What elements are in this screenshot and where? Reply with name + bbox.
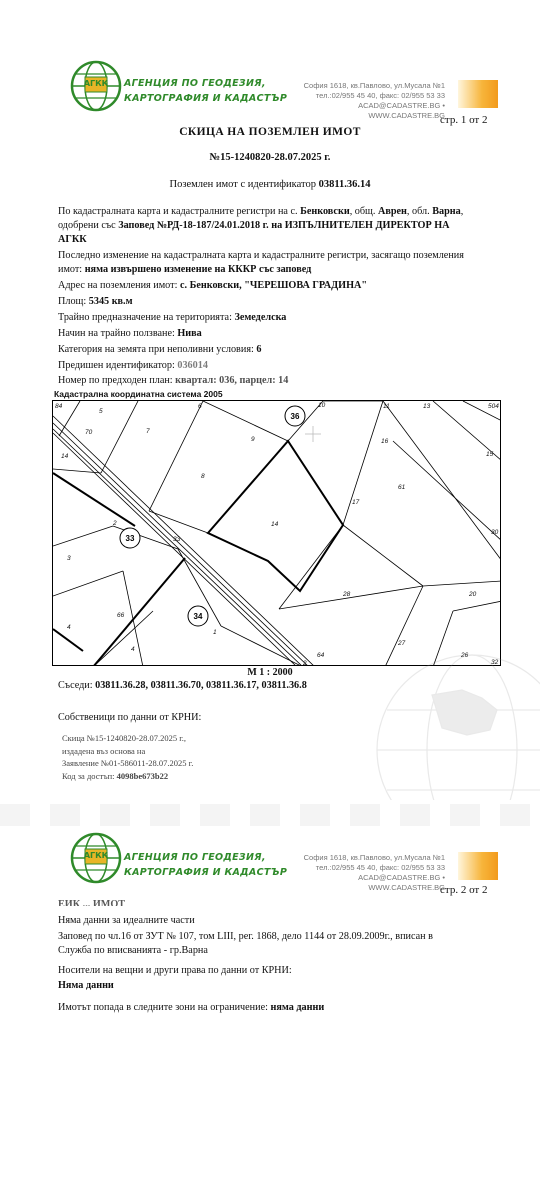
svg-text:20: 20 <box>469 591 477 598</box>
svg-text:26: 26 <box>461 652 469 659</box>
map-sheet-36: 36 <box>290 412 300 421</box>
region: Варна <box>432 206 461 217</box>
page-separator <box>0 804 540 826</box>
previous-plan-label: Номер по предходен план: <box>58 375 173 386</box>
previous-id-label: Предишен идентификатор: <box>58 360 175 371</box>
document-title: СКИЦА НА ПОЗЕМЛЕН ИМОТ <box>179 126 361 138</box>
agency-name-line2: КАРТОГРАФИЯ И КАДАСТЪР <box>124 867 288 878</box>
agency-address: София 1618, кв.Павлово, ул.Мусала №1 <box>303 81 445 90</box>
svg-text:2: 2 <box>303 660 307 666</box>
village: Бенковски <box>300 206 350 217</box>
svg-text:30: 30 <box>491 529 499 536</box>
agency-name-line2: КАРТОГРАФИЯ И КАДАСТЪР <box>124 93 288 104</box>
cadastral-map <box>52 400 501 666</box>
page-number: стр. 1 от 2 <box>440 114 488 126</box>
text: одобрени със <box>58 220 116 231</box>
agency-name <box>124 76 287 106</box>
area-label: Площ: <box>58 296 87 307</box>
svg-text:15: 15 <box>486 451 494 458</box>
header-orange-bar-page2 <box>458 852 498 880</box>
svg-text:14: 14 <box>61 453 69 460</box>
ideal-parts-line: Няма данни за идеалните части <box>58 915 195 926</box>
document-number: №15-1240820-28.07.2025 г. <box>209 152 331 163</box>
usage-label: Начин на трайно ползване: <box>58 328 175 339</box>
purpose-line <box>58 311 498 325</box>
svg-text:4: 4 <box>131 646 135 653</box>
holders-value-text: Няма данни <box>58 980 114 991</box>
svg-text:66: 66 <box>117 612 125 619</box>
agency-phone: тел.:02/955 45 40, факс: 02/955 53 33 <box>315 91 445 100</box>
svg-text:17: 17 <box>352 499 360 506</box>
previous-plan-value: квартал: 036, парцел: 14 <box>175 375 289 386</box>
agency-logo-page2 <box>70 832 122 884</box>
agency-contacts-page2 <box>280 853 445 893</box>
svg-text:9: 9 <box>251 436 255 443</box>
logo-letters: АГКК <box>83 79 109 88</box>
area-line <box>58 295 498 309</box>
category-line <box>58 343 498 357</box>
holders-value <box>58 979 498 993</box>
text: , <box>460 206 464 217</box>
approval-order-line-2 <box>58 233 498 247</box>
identifier-value: 03811.36.14 <box>318 179 371 190</box>
last-change-value-line <box>58 263 498 277</box>
svg-text:8: 8 <box>201 473 205 480</box>
svg-text:70: 70 <box>85 429 93 436</box>
agency-logo <box>70 60 122 112</box>
logo-letters: АГКК <box>83 851 109 860</box>
order-line-1: Заповед по чл.16 от ЗУТ № 107, том LIII, рег. 1868, дело 1144 от 28.09.2009г., вписан в <box>58 931 433 942</box>
address-value: с. Бенковски, "ЧЕРЕШОВА ГРАДИНА" <box>179 280 368 291</box>
svg-text:84: 84 <box>55 403 63 410</box>
svg-text:1: 1 <box>213 629 217 636</box>
watermark-globe-icon <box>372 650 540 805</box>
svg-text:27: 27 <box>398 640 406 647</box>
svg-text:33: 33 <box>173 536 181 543</box>
text: По кадастралната карта и кадастралните регистри на с. <box>58 206 298 217</box>
svg-text:28: 28 <box>343 591 351 598</box>
svg-text:3: 3 <box>67 555 71 562</box>
cut-line: ЕИК ... ИМОТ <box>58 899 126 906</box>
identifier-prefix: Поземлен имот с идентификатор <box>169 179 316 190</box>
municipality: Аврен <box>378 206 407 217</box>
agency-phone: тел.:02/955 45 40, факс: 02/955 53 33 <box>315 863 445 872</box>
svg-text:14: 14 <box>271 521 279 528</box>
address-line <box>58 279 498 293</box>
neighbors-value: 03811.36.28, 03811.36.70, 03811.36.17, 03811.36.8 <box>95 680 307 691</box>
cadastral-map-drawing <box>53 401 501 666</box>
svg-text:7: 7 <box>146 428 150 435</box>
zones-line <box>58 1001 498 1015</box>
approval-order: Заповед №РД-18-187/24.01.2018 г. на ИЗПЪЛНИТЕЛЕН ДИРЕКТОР НА <box>118 220 450 231</box>
agency-name-page2 <box>124 850 287 880</box>
usage-value: Нива <box>177 328 202 339</box>
zones-label: Имотът попада в следните зони на ограничение: <box>58 1002 268 1013</box>
usage-line <box>58 327 498 341</box>
last-change-line: Последно изменение на кадастралната карта и кадастралните регистри, засягащо поземления <box>58 250 464 261</box>
svg-text:13: 13 <box>423 403 431 410</box>
svg-text:6: 6 <box>198 403 202 410</box>
zones-value: няма данни <box>270 1002 325 1013</box>
previous-id-value: 036014 <box>177 360 208 371</box>
map-sheet-33: 33 <box>125 534 135 543</box>
issued-line-1: Скица №15-1240820-28.07.2025 г., <box>62 733 186 743</box>
svg-text:504: 504 <box>488 403 499 410</box>
approval-order-line <box>58 219 498 233</box>
previous-plan-line <box>58 374 498 388</box>
agency-name-line1: АГЕНЦИЯ ПО ГЕОДЕЗИЯ, <box>124 852 266 863</box>
approval-order-cont: АГКК <box>58 234 87 245</box>
map-caption: Кадастрална координатна система 2005 <box>54 389 223 399</box>
previous-id-line <box>58 359 498 373</box>
text: , обл. <box>406 206 430 217</box>
svg-text:5: 5 <box>99 408 103 415</box>
neighbors-label: Съседи: <box>58 680 93 691</box>
purpose-value: Земеделска <box>234 312 287 323</box>
area-value: 5345 кв.м <box>88 296 133 307</box>
page-number-page2: стр. 2 от 2 <box>440 884 488 896</box>
agency-contacts <box>280 81 445 121</box>
category-value: 6 <box>256 344 262 355</box>
order-line-2: Служба по вписванията - гр.Варна <box>58 945 208 956</box>
agency-web: ACAD@CADASTRE.BG • WWW.CADASTRE.BG <box>358 873 445 892</box>
svg-text:64: 64 <box>317 652 325 659</box>
text: , общ. <box>349 206 376 217</box>
property-identifier <box>0 179 540 190</box>
access-code-line <box>62 770 193 783</box>
issued-line-3: Заявление №01-586011-28.07.2025 г. <box>62 758 194 768</box>
agency-name-line1: АГЕНЦИЯ ПО ГЕОДЕЗИЯ, <box>124 78 266 89</box>
last-change-value: няма извършено изменение на КККР със заповед <box>84 264 312 275</box>
agency-web: ACAD@CADASTRE.BG • WWW.CADASTRE.BG <box>358 101 445 120</box>
header-orange-bar <box>458 80 498 108</box>
svg-text:16: 16 <box>381 438 389 445</box>
agency-address: София 1618, кв.Павлово, ул.Мусала №1 <box>303 853 445 862</box>
access-code-label: Код за достъп: <box>62 770 115 781</box>
access-code-value: 4098be673b22 <box>116 770 169 781</box>
purpose-label: Трайно предназначение на територията: <box>58 312 232 323</box>
svg-text:11: 11 <box>383 403 390 410</box>
map-sheet-34: 34 <box>193 612 203 621</box>
page-2 <box>0 826 540 1200</box>
cadastral-map-line <box>58 205 498 219</box>
category-label: Категория на земята при неполивни условия: <box>58 344 254 355</box>
holders-label: Носители на вещни и други права по данни от КРНИ: <box>58 965 292 976</box>
owners-label: Собственици по данни от КРНИ: <box>58 712 202 723</box>
text: имот: <box>58 264 83 275</box>
svg-text:4: 4 <box>67 624 71 631</box>
issued-line-2: издадена въз основа на <box>62 745 146 756</box>
svg-text:32: 32 <box>491 659 499 666</box>
issued-info <box>62 732 193 782</box>
svg-text:61: 61 <box>398 484 406 491</box>
svg-text:2: 2 <box>113 520 117 527</box>
address-label: Адрес на поземления имот: <box>58 280 178 291</box>
map-scale: М 1 : 2000 <box>247 667 293 678</box>
svg-text:10: 10 <box>318 402 326 409</box>
